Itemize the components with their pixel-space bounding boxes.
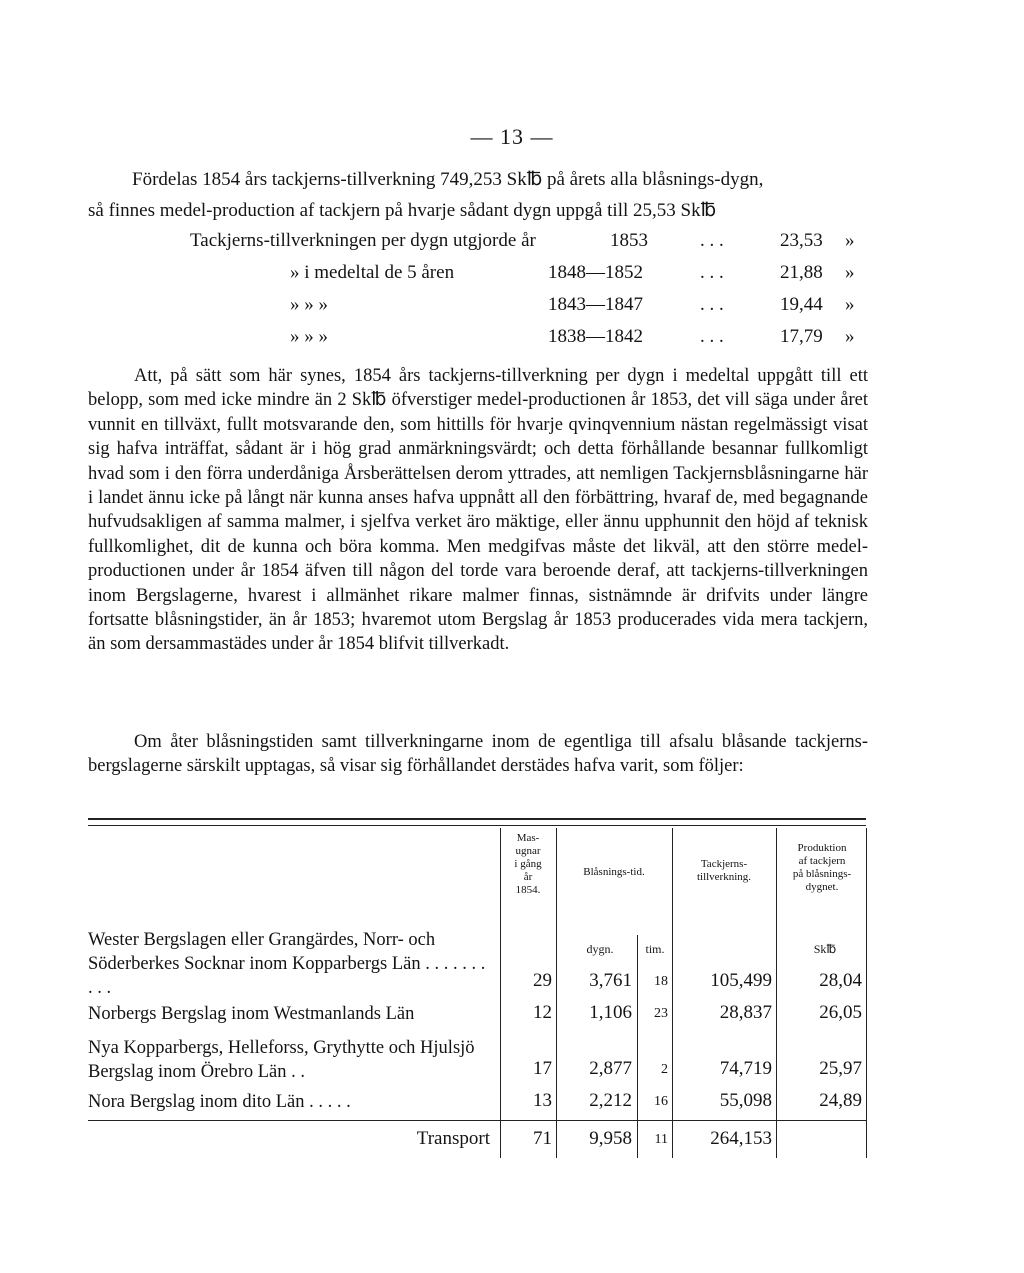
cell-tim: 16 (654, 1094, 668, 1109)
cell-masugnar: 17 (533, 1058, 552, 1079)
header-tackjern (674, 858, 774, 884)
cell-dygn: 1,106 (589, 1002, 632, 1023)
yearly-label: Tackjerns-tillverkningen per dygn utgjorde år (190, 230, 536, 251)
row-label: Wester Bergslagen eller Grangärdes, Norr- och Söderberkes Socknar inom Kopparbergs Län . . . . . . . . . . (88, 930, 486, 998)
header-text: ugnar (515, 845, 541, 857)
transport-masugnar: 71 (533, 1128, 552, 1149)
cell-tackjern: 55,098 (719, 1090, 772, 1111)
yearly-years: 1843—1847 (548, 294, 643, 315)
row-label: Nya Kopparbergs, Helleforss, Grythytte och Hjulsjö Bergslag inom Örebro Län . . (88, 1038, 475, 1082)
yearly-value: 17,79 (780, 326, 823, 347)
yearly-years: 1838—1842 (548, 326, 643, 347)
cell-produktion: 28,04 (819, 970, 862, 991)
transport-tackjern: 264,153 (710, 1128, 772, 1149)
column-divider (776, 828, 777, 1158)
yearly-row (0, 294, 1024, 320)
yearly-value: 21,88 (780, 262, 823, 283)
yearly-row (0, 326, 1024, 352)
cell-dygn: 2,212 (589, 1090, 632, 1111)
transport-dygn: 9,958 (589, 1128, 632, 1149)
cell-masugnar: 12 (533, 1002, 552, 1023)
yearly-label: » » » (290, 326, 328, 347)
header-text: på blåsnings- (792, 868, 852, 880)
cell-tim: 2 (661, 1062, 668, 1077)
yearly-unit: » (845, 326, 855, 347)
cell-tackjern: 28,837 (719, 1002, 772, 1023)
cell-tackjern: 105,499 (710, 970, 772, 991)
table-sum-rule (88, 1120, 866, 1121)
yearly-label: » » » (290, 294, 328, 315)
cell-tackjern: 74,719 (719, 1058, 772, 1079)
transport-label: Transport (416, 1128, 490, 1149)
cell-produktion: 24,89 (819, 1090, 862, 1111)
row-label: Norbergs Bergslag inom Westmanlands Län (88, 1004, 415, 1024)
header-text: 1854. (515, 884, 541, 896)
cell-dygn: 2,877 (589, 1058, 632, 1079)
subheader-tim: tim. (645, 942, 665, 956)
yearly-label: » i medeltal de 5 åren (290, 262, 455, 283)
cell-tim: 23 (654, 1006, 668, 1021)
cell-tim: 18 (654, 974, 668, 989)
yearly-row (0, 230, 1024, 256)
page-number: — 13 — (470, 124, 554, 149)
header-text: tillverkning. (696, 871, 752, 883)
cell-dygn: 3,761 (589, 970, 632, 991)
yearly-unit: » (845, 294, 855, 315)
table-top-rule-thin (88, 825, 866, 826)
header-blasningstid: Blåsnings-tid. (583, 866, 645, 878)
yearly-years: 1848—1852 (548, 262, 643, 283)
intro-line-1: Fördelas 1854 års tackjerns-tillverkning 749,253 Sk℔ på årets alla blåsnings-dygn, (132, 169, 764, 190)
yearly-years: 1853 (610, 230, 648, 251)
paragraph-1: Att, på sätt som här synes, 1854 års tackjerns-tillverkning per dygn i medeltal uppgått till ett belopp, som med icke mindre än 2 Sk℔ öfverstiger medel-productionen år 1853, det vill säga under året vunnit en tillväxt, fullt motsvarande den, som hittills för hvarje qvinqvennium nästan regelmässigt visat sig hafva inträffat, sådant är i hög grad anmärkningsvärdt; och detta förhållande besannar fullkomligt hvad som i den förra underdåniga Årsberättelsen derom yttrades, att nemligen Tackjernsblåsningarne här i landet ännu icke på långt när kunna anses hafva uppnått all den förbättring, hvaraf de, med begagnande hufvudsakligen af samma malmer, i sjelfva verket äro mäktige, eller ännu upphunnit den höjd af teknisk fullkomlighet, dit de kunna och böra komma. Men medgifvas måste det likväl, att den större medel-productionen under år 1854 äfven till någon del torde vara beroende deraf, att tackjerns-tillverkningen inom Bergslagerne, hvarest i allmänhet rikare malmer finnas, sistnämnde är drifvits under längre fortsatte blåsningstider, än år 1853; hvaremot utom Bergslag år 1853 producerades vida mera tackjern, än som dersammastädes under år 1854 blifvit tillverkadt. (88, 366, 868, 655)
yearly-dots: . . . (700, 294, 724, 315)
cell-produktion: 26,05 (819, 1002, 862, 1023)
header-masugnar (502, 832, 554, 897)
header-text: af tackjern (798, 855, 846, 867)
cell-produktion: 25,97 (819, 1058, 862, 1079)
table-top-rule (88, 818, 866, 820)
column-divider (637, 935, 638, 1158)
cell-masugnar: 13 (533, 1090, 552, 1111)
yearly-unit: » (845, 262, 855, 283)
subheader-dygn: dygn. (586, 942, 614, 956)
header-text: i gång (514, 858, 542, 870)
column-divider (556, 828, 557, 1158)
header-text: Tackjerns- (700, 858, 748, 870)
header-text: Produktion (797, 842, 847, 854)
yearly-unit: » (845, 230, 855, 251)
transport-tim: 11 (654, 1132, 668, 1147)
row-label: Nora Bergslag inom dito Län . . . . . (88, 1092, 351, 1112)
subheader-unit: Sk℔ (813, 942, 837, 956)
yearly-value: 23,53 (780, 230, 823, 251)
yearly-dots: . . . (700, 230, 724, 251)
yearly-value: 19,44 (780, 294, 823, 315)
header-text: Mas- (516, 832, 540, 844)
yearly-row (0, 262, 1024, 288)
header-produktion (778, 842, 866, 894)
column-divider (672, 828, 673, 1158)
intro-line-2: så finnes medel-production af tackjern på hvarje sådant dygn uppgå till 25,53 Sk℔ (88, 200, 717, 221)
column-divider (500, 828, 501, 1158)
paragraph-2: Om åter blåsningstiden samt tillverkningarne inom de egentliga till afsalu blåsande tackjerns-bergslagerne särskilt upptagas, så visar sig förhållandet derstädes hafva varit, som följer: (88, 732, 868, 777)
header-text: dygnet. (805, 881, 839, 893)
cell-masugnar: 29 (533, 970, 552, 991)
header-text: år (523, 871, 533, 883)
column-divider (866, 828, 867, 1158)
yearly-dots: . . . (700, 326, 724, 347)
yearly-dots: . . . (700, 262, 724, 283)
